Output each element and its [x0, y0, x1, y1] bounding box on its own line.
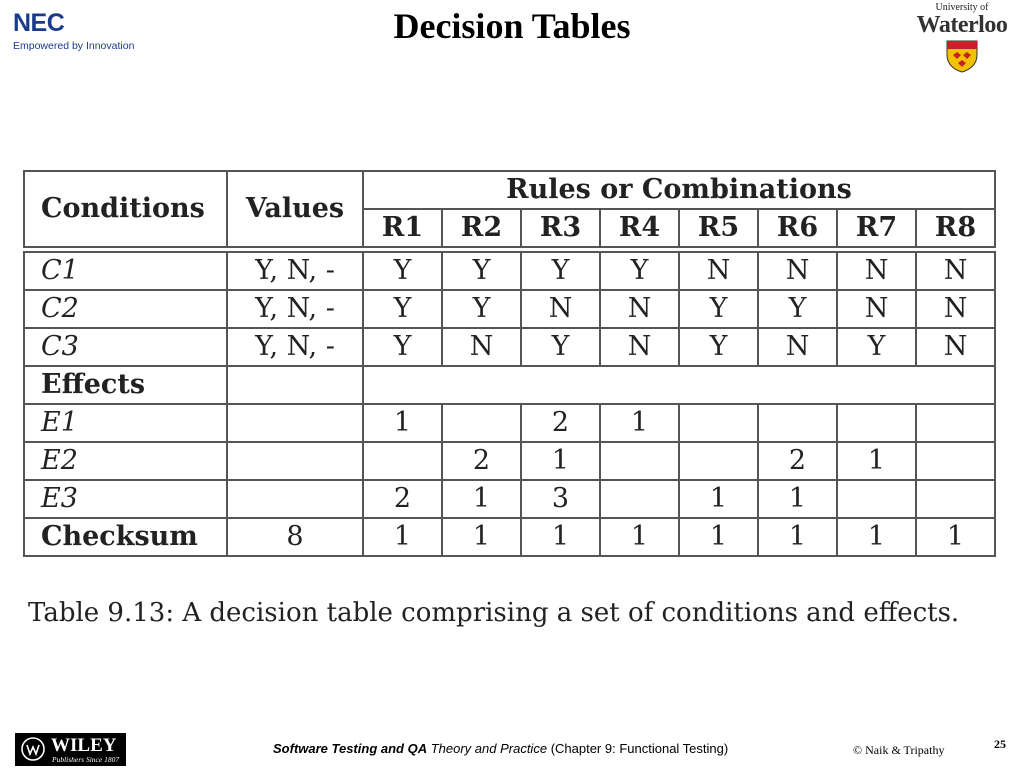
effects-label: Effects	[24, 366, 227, 404]
condition-cell: N	[521, 290, 600, 328]
header-rule: R1	[363, 209, 442, 247]
condition-cell: Y	[363, 328, 442, 366]
header-rule: R4	[600, 209, 679, 247]
effect-cell: 2	[442, 442, 521, 480]
condition-cell: N	[916, 252, 995, 290]
condition-cell: Y	[837, 328, 916, 366]
effect-label: E2	[24, 442, 227, 480]
condition-cell: N	[916, 328, 995, 366]
condition-cell: Y	[679, 290, 758, 328]
checksum-cell: 1	[758, 518, 837, 556]
checksum-row	[24, 518, 995, 556]
effect-cell	[758, 404, 837, 442]
effect-cell	[679, 404, 758, 442]
effects-row	[24, 366, 995, 404]
condition-cell: Y	[442, 252, 521, 290]
footer-copyright: © Naik & Tripathy	[853, 743, 945, 757]
footer-chapter: (Chapter 9: Functional Testing)	[550, 741, 729, 756]
decision-table	[23, 170, 996, 557]
effect-cell: 1	[600, 404, 679, 442]
footer-book-bold: Software Testing and QA	[273, 741, 428, 756]
condition-cell: Y	[600, 252, 679, 290]
header-rule: R5	[679, 209, 758, 247]
effects-values-empty	[227, 366, 363, 404]
slide-title: Decision Tables	[393, 6, 631, 46]
header-rule: R6	[758, 209, 837, 247]
checksum-cell: 1	[679, 518, 758, 556]
effect-cell	[600, 480, 679, 518]
condition-label: C2	[24, 290, 227, 328]
condition-cell: Y	[679, 328, 758, 366]
effect-row	[24, 442, 995, 480]
waterloo-logo-small: University of	[935, 2, 989, 13]
effect-label: E3	[24, 480, 227, 518]
checksum-cell: 1	[363, 518, 442, 556]
condition-label: C3	[24, 328, 227, 366]
condition-cell: Y	[521, 252, 600, 290]
effect-cell: 1	[442, 480, 521, 518]
condition-cell: N	[837, 252, 916, 290]
wiley-logo-subtitle: Publishers Since 1807	[52, 755, 120, 764]
effect-cell: 1	[363, 404, 442, 442]
nec-logo-name: NEC	[13, 9, 65, 37]
header-values: Values	[227, 171, 363, 247]
waterloo-logo-name: Waterloo	[916, 12, 1008, 38]
checksum-label: Checksum	[24, 518, 227, 556]
effect-cell	[916, 442, 995, 480]
header-row-top	[24, 171, 995, 209]
waterloo-logo	[906, 2, 1018, 73]
header-conditions: Conditions	[24, 171, 227, 247]
wiley-emblem-icon	[20, 736, 46, 762]
effect-row	[24, 404, 995, 442]
effect-label: E1	[24, 404, 227, 442]
condition-cell: N	[600, 290, 679, 328]
header-rule: R7	[837, 209, 916, 247]
condition-cell: N	[916, 290, 995, 328]
condition-cell: Y	[363, 290, 442, 328]
effects-rules-empty	[363, 366, 995, 404]
wiley-logo-name: WILEY	[51, 735, 117, 756]
checksum-cell: 1	[521, 518, 600, 556]
condition-values: Y, N, -	[227, 252, 363, 290]
effect-cell: 1	[758, 480, 837, 518]
checksum-cell: 1	[837, 518, 916, 556]
header-rule: R2	[442, 209, 521, 247]
condition-row	[24, 290, 995, 328]
table-caption: Table 9.13: A decision table comprising a set of conditions and effects.	[28, 598, 960, 628]
checksum-cell: 1	[442, 518, 521, 556]
effect-cell: 1	[837, 442, 916, 480]
condition-cell: Y	[442, 290, 521, 328]
footer-book-title	[273, 741, 728, 756]
header-rules-or-combinations: Rules or Combinations	[363, 171, 995, 209]
condition-row	[24, 252, 995, 290]
checksum-total: 8	[227, 518, 363, 556]
effect-cell: 1	[521, 442, 600, 480]
effect-cell	[837, 404, 916, 442]
condition-row	[24, 328, 995, 366]
effect-cell: 2	[758, 442, 837, 480]
effect-cell	[600, 442, 679, 480]
condition-cell: N	[837, 290, 916, 328]
waterloo-crest-icon	[945, 39, 979, 73]
effect-cell: 2	[363, 480, 442, 518]
effect-cell	[442, 404, 521, 442]
condition-values: Y, N, -	[227, 328, 363, 366]
condition-cell: Y	[758, 290, 837, 328]
condition-cell: N	[442, 328, 521, 366]
effect-cell	[916, 480, 995, 518]
condition-cell: N	[758, 252, 837, 290]
footer-book-italic: Theory and Practice	[430, 741, 548, 756]
effect-cell	[679, 442, 758, 480]
header-rule: R3	[521, 209, 600, 247]
effect-cell: 1	[679, 480, 758, 518]
page-number: 25	[994, 737, 1006, 751]
effect-values	[227, 480, 363, 518]
condition-cell: N	[679, 252, 758, 290]
checksum-cell: 1	[600, 518, 679, 556]
effect-cell: 3	[521, 480, 600, 518]
nec-logo-tagline: Empowered by Innovation	[13, 40, 135, 52]
effect-row	[24, 480, 995, 518]
condition-values: Y, N, -	[227, 290, 363, 328]
effect-cell	[837, 480, 916, 518]
effect-cell: 2	[521, 404, 600, 442]
checksum-cell: 1	[916, 518, 995, 556]
effect-values	[227, 404, 363, 442]
header-rule: R8	[916, 209, 995, 247]
condition-cell: N	[758, 328, 837, 366]
condition-cell: Y	[363, 252, 442, 290]
effect-cell	[916, 404, 995, 442]
condition-cell: Y	[521, 328, 600, 366]
effect-values	[227, 442, 363, 480]
wiley-logo	[15, 733, 126, 766]
effect-cell	[363, 442, 442, 480]
condition-cell: N	[600, 328, 679, 366]
condition-label: C1	[24, 252, 227, 290]
